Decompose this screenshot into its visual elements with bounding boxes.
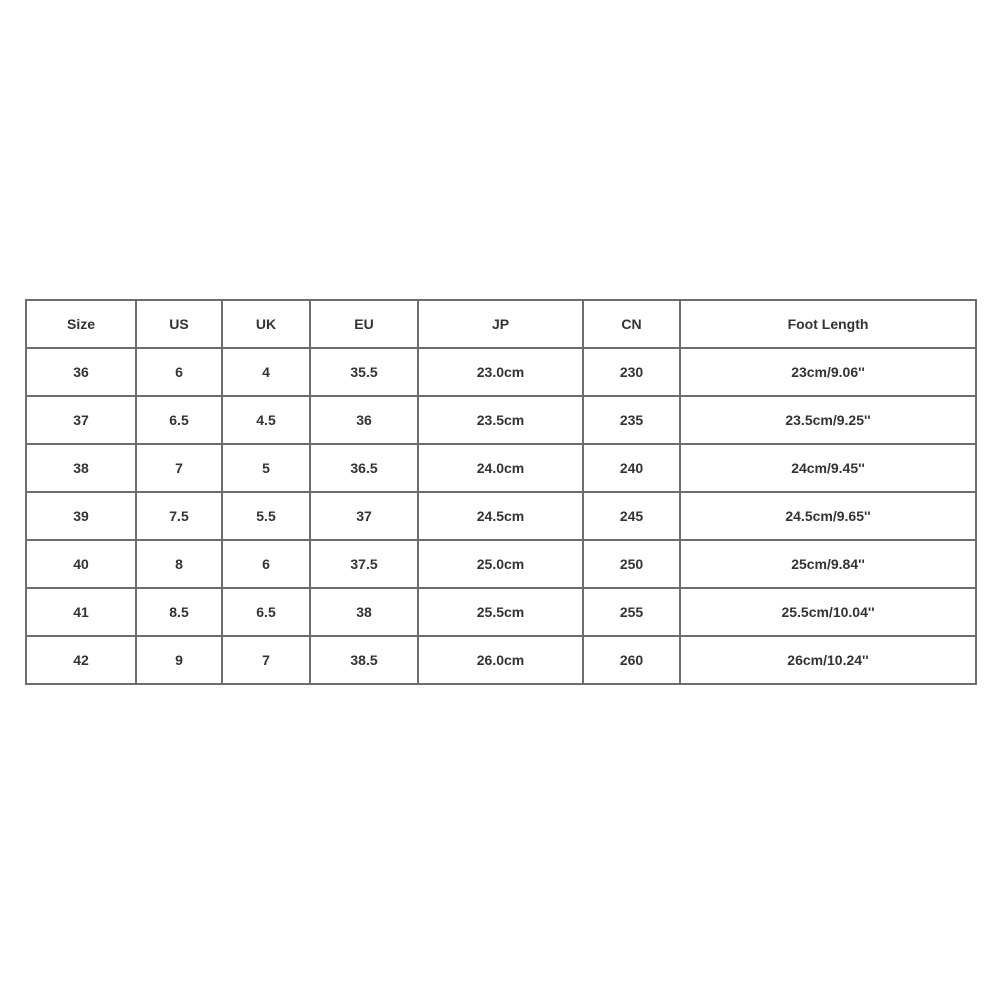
cell-jp: 25.5cm <box>418 588 583 636</box>
cell-eu: 38.5 <box>310 636 418 684</box>
header-eu: EU <box>310 300 418 348</box>
cell-uk: 4 <box>222 348 310 396</box>
cell-us: 7.5 <box>136 492 222 540</box>
cell-uk: 7 <box>222 636 310 684</box>
cell-size: 41 <box>26 588 136 636</box>
cell-eu: 35.5 <box>310 348 418 396</box>
cell-uk: 4.5 <box>222 396 310 444</box>
cell-uk: 5 <box>222 444 310 492</box>
cell-size: 37 <box>26 396 136 444</box>
cell-cn: 260 <box>583 636 680 684</box>
header-cn: CN <box>583 300 680 348</box>
cell-us: 6 <box>136 348 222 396</box>
cell-eu: 37.5 <box>310 540 418 588</box>
cell-foot-length: 25.5cm/10.04'' <box>680 588 976 636</box>
table-row <box>26 588 976 636</box>
cell-us: 9 <box>136 636 222 684</box>
cell-size: 40 <box>26 540 136 588</box>
cell-jp: 25.0cm <box>418 540 583 588</box>
table-row <box>26 636 976 684</box>
cell-foot-length: 25cm/9.84'' <box>680 540 976 588</box>
cell-uk: 6 <box>222 540 310 588</box>
header-uk: UK <box>222 300 310 348</box>
cell-size: 42 <box>26 636 136 684</box>
cell-us: 6.5 <box>136 396 222 444</box>
table-row <box>26 348 976 396</box>
cell-jp: 23.0cm <box>418 348 583 396</box>
cell-us: 7 <box>136 444 222 492</box>
cell-eu: 36.5 <box>310 444 418 492</box>
cell-eu: 38 <box>310 588 418 636</box>
cell-cn: 230 <box>583 348 680 396</box>
cell-size: 38 <box>26 444 136 492</box>
cell-cn: 255 <box>583 588 680 636</box>
cell-cn: 250 <box>583 540 680 588</box>
header-us: US <box>136 300 222 348</box>
cell-foot-length: 24cm/9.45'' <box>680 444 976 492</box>
cell-eu: 37 <box>310 492 418 540</box>
cell-uk: 6.5 <box>222 588 310 636</box>
cell-jp: 24.0cm <box>418 444 583 492</box>
cell-cn: 235 <box>583 396 680 444</box>
header-row <box>26 300 976 348</box>
cell-cn: 245 <box>583 492 680 540</box>
header-foot-length: Foot Length <box>680 300 976 348</box>
table-row <box>26 396 976 444</box>
cell-us: 8 <box>136 540 222 588</box>
cell-size: 36 <box>26 348 136 396</box>
cell-jp: 24.5cm <box>418 492 583 540</box>
cell-jp: 26.0cm <box>418 636 583 684</box>
table-row <box>26 492 976 540</box>
header-jp: JP <box>418 300 583 348</box>
cell-uk: 5.5 <box>222 492 310 540</box>
cell-foot-length: 26cm/10.24'' <box>680 636 976 684</box>
cell-us: 8.5 <box>136 588 222 636</box>
cell-cn: 240 <box>583 444 680 492</box>
cell-size: 39 <box>26 492 136 540</box>
cell-foot-length: 24.5cm/9.65'' <box>680 492 976 540</box>
table-row <box>26 444 976 492</box>
cell-foot-length: 23cm/9.06'' <box>680 348 976 396</box>
cell-eu: 36 <box>310 396 418 444</box>
size-chart-table <box>25 299 977 685</box>
header-size: Size <box>26 300 136 348</box>
cell-jp: 23.5cm <box>418 396 583 444</box>
table-row <box>26 540 976 588</box>
cell-foot-length: 23.5cm/9.25'' <box>680 396 976 444</box>
